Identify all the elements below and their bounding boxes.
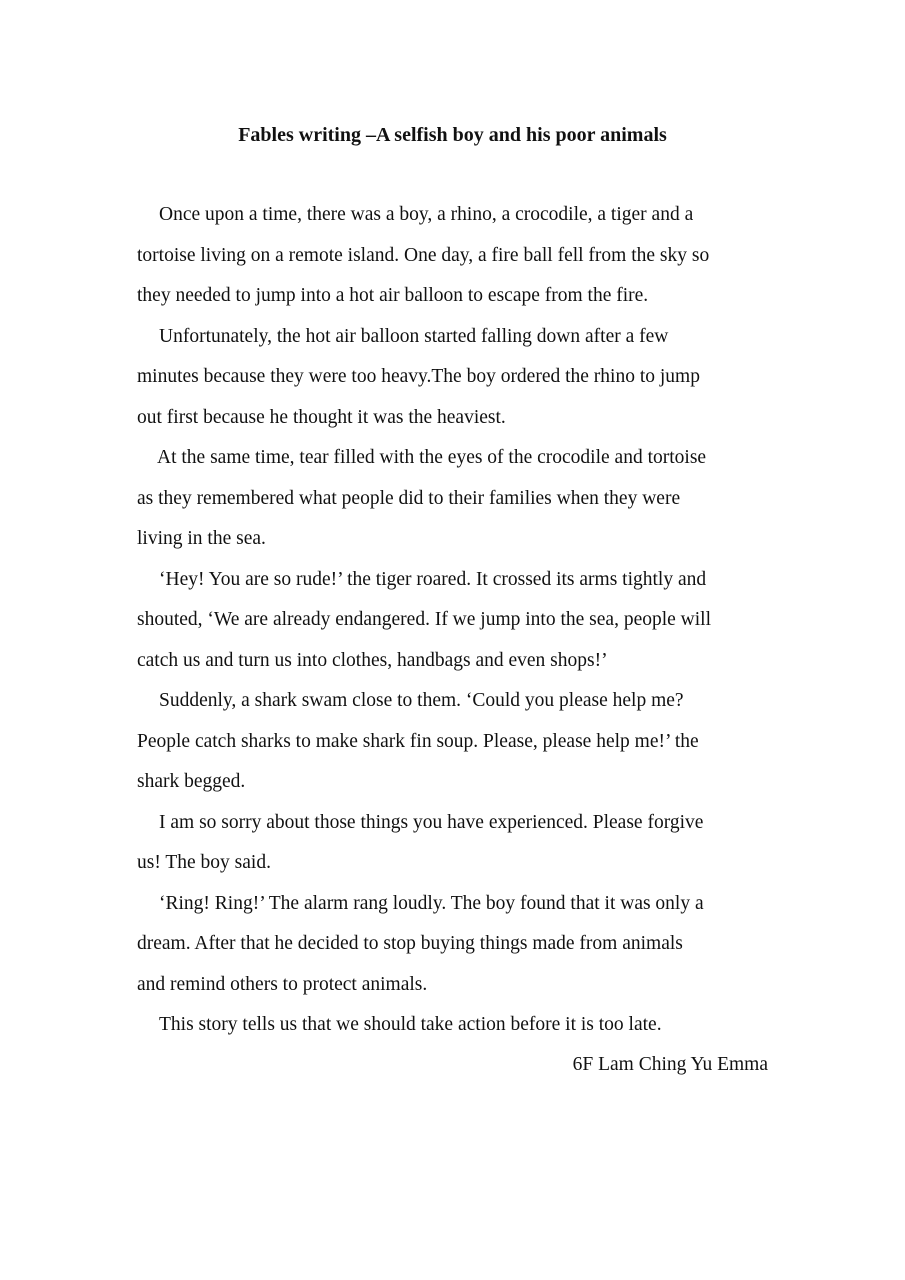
story-line: out first because he thought it was the heaviest. — [137, 406, 506, 428]
author-signature: 6F Lam Ching Yu Emma — [572, 1054, 768, 1075]
story-line: People catch sharks to make shark fin soup. Please, please help me!’ the — [137, 730, 699, 752]
story-line: living in the sea. — [137, 528, 266, 549]
story-line: as they remembered what people did to their families when they were — [137, 487, 681, 509]
story-line: minutes because they were too heavy.The boy ordered the rhino to jump — [137, 366, 700, 387]
story-line: ‘Ring! Ring!’ The alarm rang loudly. The boy found that it was only a — [159, 892, 704, 914]
story-line: they needed to jump into a hot air balloon to escape from the fire. — [137, 285, 649, 306]
story-body — [137, 195, 777, 1046]
story-line: shark begged. — [137, 771, 246, 792]
story-line: This story tells us that we should take action before it is too late. — [159, 1014, 662, 1035]
story-line: dream. After that he decided to stop buying things made from animals — [137, 933, 683, 954]
document-title: Fables writing –A selfish boy and his poor animals — [238, 124, 667, 146]
story-line: At the same time, tear filled with the eyes of the crocodile and tortoise — [157, 447, 707, 468]
story-line: us! The boy said. — [137, 852, 271, 873]
story-line: and remind others to protect animals. — [137, 973, 428, 995]
story-line: tortoise living on a remote island. One day, a fire ball fell from the sky so — [137, 244, 710, 266]
story-line: catch us and turn us into clothes, handbags and even shops!’ — [137, 649, 608, 671]
story-line: shouted, ‘We are already endangered. If we jump into the sea, people will — [137, 609, 712, 630]
story-line: Suddenly, a shark swam close to them. ‘Could you please help me? — [159, 690, 684, 711]
story-line: Once upon a time, there was a boy, a rhino, a crocodile, a tiger and a — [159, 204, 694, 225]
story-line: ‘Hey! You are so rude!’ the tiger roared. It crossed its arms tightly and — [159, 568, 707, 590]
story-line: Unfortunately, the hot air balloon started falling down after a few — [159, 325, 669, 347]
story-line: I am so sorry about those things you have experienced. Please forgive — [159, 811, 704, 833]
